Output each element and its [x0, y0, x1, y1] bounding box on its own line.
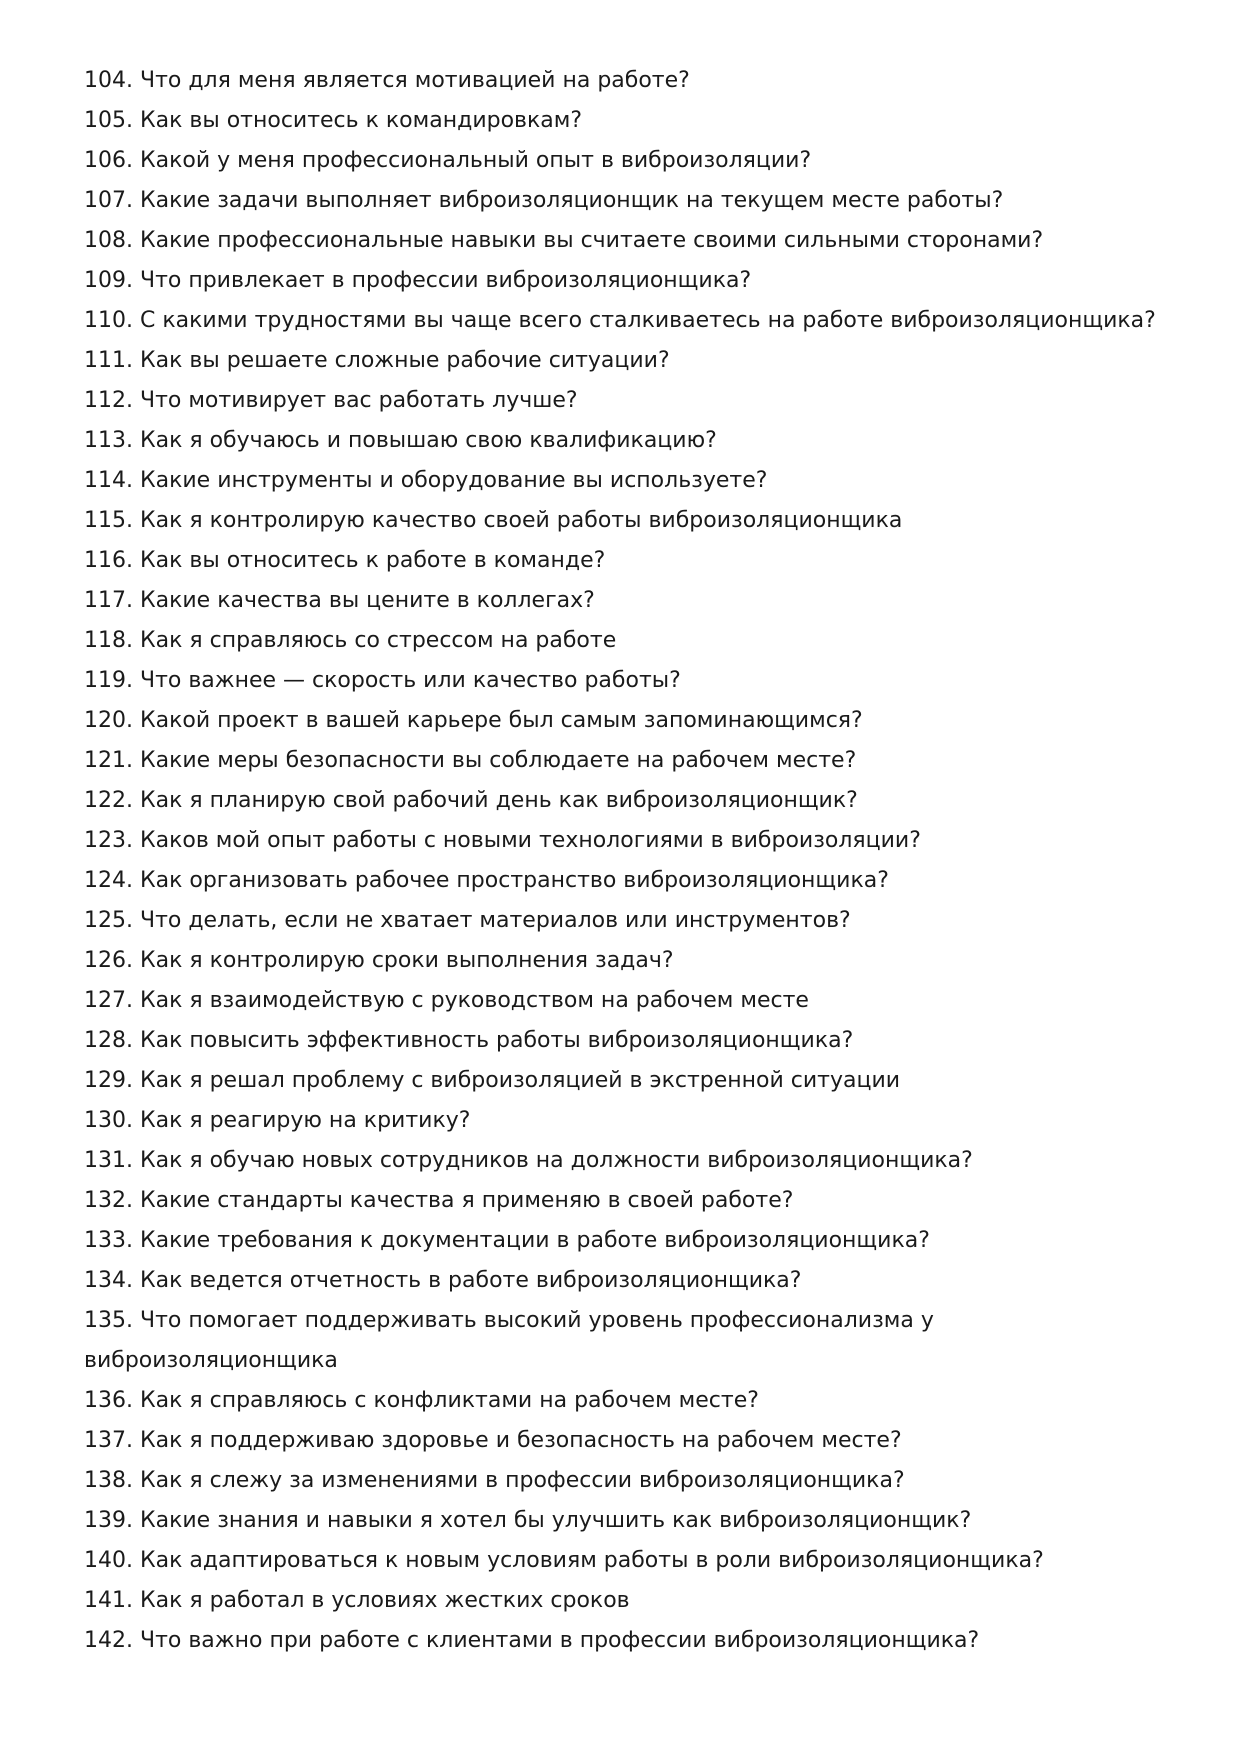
question-text: Как я обучаюсь и повышаю свою квалификацию?: [139, 428, 717, 453]
question-number: 131.: [84, 1148, 133, 1173]
question-number: 119.: [84, 668, 133, 693]
question-number: 109.: [84, 268, 133, 293]
list-item: [84, 1221, 1164, 1261]
question-number: 141.: [84, 1588, 133, 1613]
question-text: Как адаптироваться к новым условиям работы в роли виброизоляционщика?: [139, 1548, 1044, 1573]
list-item: [84, 941, 1164, 981]
question-text: Что привлекает в профессии виброизоляционщика?: [139, 268, 752, 293]
question-number: 105.: [84, 108, 133, 133]
list-item: [84, 1061, 1164, 1101]
list-item: [84, 341, 1164, 381]
question-number: 137.: [84, 1428, 133, 1453]
question-number: 136.: [84, 1388, 133, 1413]
question-text: Какие инструменты и оборудование вы используете?: [139, 468, 768, 493]
list-item: [84, 1101, 1164, 1141]
list-item: [84, 1581, 1164, 1621]
question-text: Как я контролирую сроки выполнения задач?: [139, 948, 674, 973]
question-number: 106.: [84, 148, 133, 173]
question-number: 114.: [84, 468, 133, 493]
question-number: 135.: [84, 1308, 133, 1333]
question-number: 123.: [84, 828, 133, 853]
list-item: [84, 741, 1164, 781]
question-number: 132.: [84, 1188, 133, 1213]
list-item: [84, 701, 1164, 741]
question-text: Как повысить эффективность работы виброизоляционщика?: [139, 1028, 854, 1053]
question-text: Как вы относитесь к работе в команде?: [139, 548, 606, 573]
question-number: 115.: [84, 508, 133, 533]
list-item: [84, 1541, 1164, 1581]
question-number: 126.: [84, 948, 133, 973]
question-text: Что делать, если не хватает материалов или инструментов?: [139, 908, 851, 933]
list-item: [84, 781, 1164, 821]
question-number: 108.: [84, 228, 133, 253]
list-item: [84, 1301, 1164, 1381]
question-text: Какие профессиональные навыки вы считаете своими сильными сторонами?: [139, 228, 1044, 253]
question-number: 128.: [84, 1028, 133, 1053]
question-number: 111.: [84, 348, 133, 373]
list-item: [84, 181, 1164, 221]
list-item: [84, 1501, 1164, 1541]
question-text: Как я планирую свой рабочий день как виброизоляционщик?: [139, 788, 858, 813]
question-number: 107.: [84, 188, 133, 213]
list-item: [84, 1181, 1164, 1221]
list-item: [84, 1381, 1164, 1421]
question-number: 120.: [84, 708, 133, 733]
list-item: [84, 1421, 1164, 1461]
list-item: [84, 141, 1164, 181]
question-list: [84, 61, 1164, 1661]
list-item: [84, 421, 1164, 461]
list-item: [84, 901, 1164, 941]
list-item: [84, 1621, 1164, 1661]
question-text: Как я слежу за изменениями в профессии виброизоляционщика?: [139, 1468, 905, 1493]
question-text: Что важнее — скорость или качество работы?: [139, 668, 681, 693]
question-text: Как я взаимодействую с руководством на рабочем месте: [139, 988, 809, 1013]
question-number: 104.: [84, 68, 133, 93]
list-item: [84, 861, 1164, 901]
question-number: 117.: [84, 588, 133, 613]
question-text: Как вы решаете сложные рабочие ситуации?: [139, 348, 670, 373]
question-text: Что мотивирует вас работать лучше?: [139, 388, 578, 413]
question-text: Как ведется отчетность в работе виброизоляционщика?: [139, 1268, 802, 1293]
list-item: [84, 461, 1164, 501]
question-text: Как вы относитесь к командировкам?: [139, 108, 583, 133]
question-number: 133.: [84, 1228, 133, 1253]
question-text: Как я справляюсь с конфликтами на рабочем месте?: [139, 1388, 759, 1413]
question-text: Что важно при работе с клиентами в профессии виброизоляционщика?: [139, 1628, 980, 1653]
question-number: 134.: [84, 1268, 133, 1293]
question-number: 129.: [84, 1068, 133, 1093]
list-item: [84, 381, 1164, 421]
question-text: Как я обучаю новых сотрудников на должности виброизоляционщика?: [139, 1148, 973, 1173]
question-number: 124.: [84, 868, 133, 893]
question-text: Какие требования к документации в работе виброизоляционщика?: [139, 1228, 930, 1253]
question-text: Какой проект в вашей карьере был самым запоминающимся?: [139, 708, 863, 733]
question-number: 121.: [84, 748, 133, 773]
list-item: [84, 981, 1164, 1021]
question-number: 127.: [84, 988, 133, 1013]
list-item: [84, 221, 1164, 261]
question-number: 113.: [84, 428, 133, 453]
question-number: 140.: [84, 1548, 133, 1573]
list-item: [84, 541, 1164, 581]
list-item: [84, 581, 1164, 621]
question-text: Какие стандарты качества я применяю в своей работе?: [139, 1188, 794, 1213]
question-text: Как я контролирую качество своей работы виброизоляционщика: [139, 508, 903, 533]
question-number: 138.: [84, 1468, 133, 1493]
list-item: [84, 301, 1164, 341]
list-item: [84, 621, 1164, 661]
list-item: [84, 661, 1164, 701]
list-item: [84, 1141, 1164, 1181]
question-text: Каков мой опыт работы с новыми технологиями в виброизоляции?: [139, 828, 921, 853]
list-item: [84, 501, 1164, 541]
question-number: 110.: [84, 308, 133, 333]
question-number: 116.: [84, 548, 133, 573]
question-number: 122.: [84, 788, 133, 813]
question-text: Как организовать рабочее пространство виброизоляционщика?: [139, 868, 889, 893]
question-text: Какой у меня профессиональный опыт в виброизоляции?: [139, 148, 812, 173]
question-number: 112.: [84, 388, 133, 413]
question-text: Как я поддерживаю здоровье и безопасность на рабочем месте?: [139, 1428, 902, 1453]
question-number: 130.: [84, 1108, 133, 1133]
question-text: Как я справляюсь со стрессом на работе: [139, 628, 617, 653]
list-item: [84, 821, 1164, 861]
list-item: [84, 101, 1164, 141]
question-text: Какие знания и навыки я хотел бы улучшить как виброизоляционщик?: [139, 1508, 972, 1533]
list-item: [84, 261, 1164, 301]
question-text: Какие качества вы цените в коллегах?: [139, 588, 595, 613]
question-number: 125.: [84, 908, 133, 933]
question-number: 142.: [84, 1628, 133, 1653]
question-number: 139.: [84, 1508, 133, 1533]
question-text: С какими трудностями вы чаще всего сталкиваетесь на работе виброизоляционщика?: [139, 308, 1156, 333]
question-text: Как я реагирую на критику?: [139, 1108, 471, 1133]
question-text: Как я работал в условиях жестких сроков: [139, 1588, 630, 1613]
question-number: 118.: [84, 628, 133, 653]
list-item: [84, 1261, 1164, 1301]
list-item: [84, 1461, 1164, 1501]
question-text: Как я решал проблему с виброизоляцией в экстренной ситуации: [139, 1068, 901, 1093]
question-text: Какие меры безопасности вы соблюдаете на рабочем месте?: [139, 748, 857, 773]
question-text: Что для меня является мотивацией на работе?: [139, 68, 690, 93]
list-item: [84, 1021, 1164, 1061]
question-text: Что помогает поддерживать высокий уровень профессионализма у виброизоляционщика: [84, 1308, 934, 1373]
question-text: Какие задачи выполняет виброизоляционщик на текущем месте работы?: [139, 188, 1004, 213]
list-item: [84, 61, 1164, 101]
